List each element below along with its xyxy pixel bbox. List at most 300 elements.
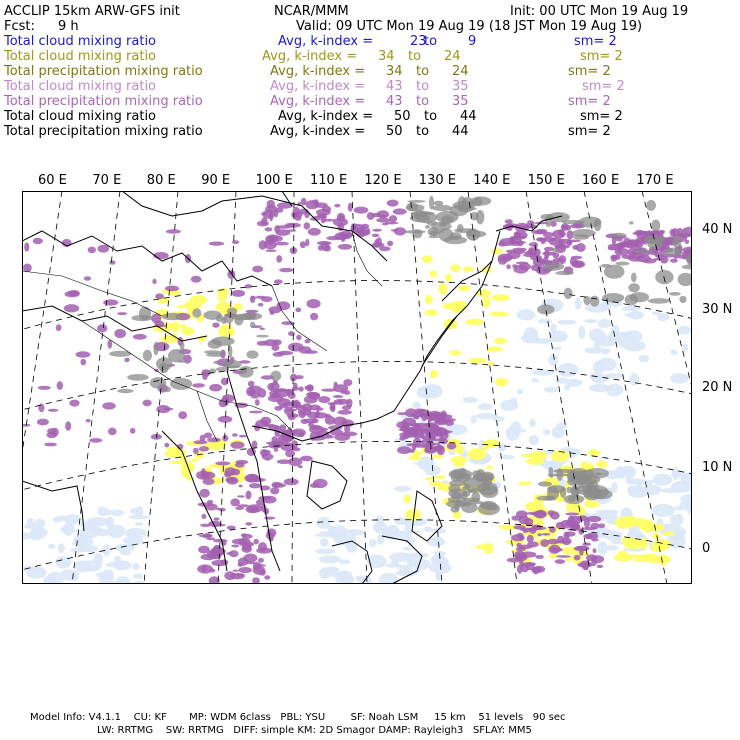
field-blob [320,538,329,547]
field-blob [206,537,215,540]
field-blob [335,576,354,584]
field-blob [305,385,314,390]
field-blob [482,441,488,451]
field-blob [159,363,168,374]
longitude-label: 100 E [255,173,293,188]
field-blob [524,518,534,525]
field-blob [341,432,357,437]
field-blob [495,378,508,387]
field-blob [478,403,493,410]
field-blob [655,270,673,284]
field-blob [237,495,245,497]
field-blob [583,494,602,498]
field-blob [164,443,169,448]
longitude-label: 170 E [636,173,674,188]
field-k-to-word: to [416,124,430,139]
field-blob [212,337,235,346]
field-blob [560,488,566,498]
field-blob [471,212,479,221]
field-blob [127,374,149,381]
field-blob [430,424,440,429]
field-blob [281,321,295,325]
field-blob [499,238,515,246]
field-blob [682,230,687,233]
field-blob [291,405,305,408]
field-blob [97,324,107,332]
field-blob [240,312,263,320]
field-blob [265,249,276,252]
field-blob [556,555,571,558]
field-blob [130,428,136,434]
field-blob [236,573,245,577]
field-blob [192,383,205,387]
field-blob [512,248,526,252]
field-blob [651,220,660,232]
field-name: Total precipitation mixing ratio [4,124,203,139]
field-blob [571,260,585,268]
field-blob [675,514,684,526]
field-blob [631,273,637,283]
field-blob [230,441,244,448]
field-blob [202,371,208,380]
field-blob [505,428,526,433]
field-blob [324,245,331,252]
field-blob [316,407,324,410]
field-blob [313,479,328,488]
field-k-from: 23 [410,34,427,49]
field-blob [619,241,626,248]
field-name: Total cloud mixing ratio [4,49,157,64]
field-blob [678,528,687,534]
field-blob [555,559,565,564]
field-blob [150,377,167,389]
field-blob [139,307,151,321]
field-blob [544,387,558,393]
field-blob [374,239,379,248]
field-k-from: 34 [378,49,395,64]
field-blob [235,507,244,510]
field-blob [264,575,270,579]
field-blob [639,355,650,362]
field-blob [306,392,320,398]
field-blob [411,211,434,215]
field-blob [219,508,226,512]
field-blob [242,534,253,539]
field-blob [562,220,585,224]
field-blob [406,204,425,211]
field-blob [143,350,152,361]
field-blob [540,539,549,547]
field-blob [528,249,534,253]
field-avg-label: Avg, k-index = [270,64,366,79]
field-blob [564,288,573,299]
field-blob [632,232,640,235]
field-blob [625,243,640,248]
field-blob [330,429,343,436]
field-blob [30,527,48,538]
field-blob [76,351,91,357]
field-blob [532,369,554,375]
field-blob [591,555,604,563]
field-blob [338,410,352,415]
field-blob [651,504,674,517]
field-blob [447,442,456,449]
field-blob [376,218,390,223]
field-blob [108,428,117,436]
field-blob [265,227,273,231]
field-blob [672,467,679,481]
field-blob [549,553,559,558]
field-blob [202,514,207,519]
field-k-to: 24 [452,64,469,79]
field-blob [449,350,461,355]
field-blob [271,382,280,390]
field-blob [298,465,303,468]
field-blob [191,276,202,283]
field-blob [58,543,65,553]
field-k-to-word: to [416,94,430,109]
field-blob [155,293,164,299]
field-blob [550,511,560,519]
field-blob [604,265,625,279]
field-blob [507,251,521,259]
field-blob [549,237,564,246]
field-smoothing: sm= 2 [568,64,611,79]
forecast-hour: 9 h [58,19,79,34]
field-blob [117,312,127,315]
field-blob [464,484,470,490]
field-blob [513,265,528,274]
field-blob [548,354,558,366]
field-blob [346,399,352,407]
field-blob [542,533,551,536]
field-blob [394,486,411,492]
field-blob [204,311,222,320]
field-blob [132,563,140,570]
field-blob [258,558,264,563]
field-blob [570,486,580,496]
field-blob [256,548,272,554]
field-blob [193,448,199,454]
field-blob [318,245,323,251]
field-blob [651,548,666,552]
field-blob [246,350,258,358]
field-blob [431,222,452,231]
field-blob [24,242,29,251]
field-blob [550,323,557,333]
field-blob [220,324,233,331]
field-blob [434,475,445,479]
field-k-to: 35 [452,94,469,109]
field-blob [523,253,536,257]
longitude-label: 90 E [201,173,231,188]
field-blob [339,560,350,565]
field-blob [372,234,379,238]
field-blob [663,248,682,257]
field-blob [514,525,526,530]
field-blob [517,565,522,574]
field-blob [543,429,551,435]
field-blob [38,403,44,412]
field-blob [628,516,634,526]
field-blob [354,207,369,214]
field-blob [334,530,354,534]
field-blob [252,266,263,273]
field-blob [48,409,59,412]
field-blob [286,229,296,231]
field-smoothing: sm= 2 [574,34,617,49]
field-blob [308,228,321,236]
field-blob [590,296,600,307]
field-blob [542,263,564,271]
field-blob [357,226,370,235]
field-blob [567,230,574,239]
field-blob [633,250,654,253]
field-blob [523,530,527,533]
field-blob [299,386,304,391]
field-blob [574,555,581,561]
field-blob [597,565,603,568]
field-blob [480,502,492,508]
longitude-label: 60 E [38,173,67,188]
field-blob [279,268,293,272]
field-avg-label: Avg, k-index = [262,49,358,64]
field-blob [166,229,181,233]
field-avg-label: Avg, k-index = [270,124,366,139]
field-blob [232,240,239,244]
field-blob [569,516,581,525]
field-blob [516,543,521,547]
field-blob [622,306,635,311]
forecast-label: Fcst: [4,19,35,34]
field-blob [246,474,258,482]
latitude-label: 30 N [702,302,733,317]
field-blob [409,456,422,461]
field-blob [250,296,255,303]
forecast-map [22,191,692,584]
field-blob [255,399,260,406]
field-blob [598,541,608,554]
field-blob [440,432,448,440]
field-blob [199,489,209,498]
field-blob [550,548,563,553]
field-blob [209,242,225,246]
field-blob [516,241,527,244]
field-blob [531,378,538,382]
field-name: Total cloud mixing ratio [4,34,157,49]
field-blob [256,335,269,338]
field-blob [489,312,509,317]
field-blob [612,233,627,238]
field-blob [552,426,565,438]
field-blob [213,361,218,364]
field-blob [506,264,511,269]
field-blob [321,389,337,392]
field-k-from: 43 [386,94,403,109]
field-blob [515,554,526,560]
field-blob [422,255,433,263]
field-blob [213,539,228,543]
field-blob [295,308,301,313]
field-blob [252,577,260,584]
field-blob [243,554,257,563]
field-blob [316,209,331,216]
field-blob [170,378,192,390]
field-blob [602,531,623,541]
field-blob [69,400,79,407]
field-blob [438,283,448,294]
field-blob [304,211,309,218]
field-blob [369,539,377,547]
field-blob [330,403,336,412]
field-blob [560,231,564,238]
field-blob [300,456,313,462]
field-blob [457,207,477,211]
field-blob [669,292,681,296]
field-blob [238,567,252,573]
field-blob [156,405,170,413]
field-smoothing: sm= 2 [568,124,611,139]
field-blob [44,443,57,447]
field-blob [412,402,421,409]
field-blob [123,536,144,544]
field-blob [404,520,411,533]
field-blob [317,517,331,529]
field-blob [387,241,393,247]
field-blob [98,245,110,253]
field-blob [568,240,581,243]
latitude-label: 40 N [702,222,733,237]
field-k-to: 35 [452,79,469,94]
field-blob [505,219,513,224]
field-blob [270,371,281,382]
field-k-to: 44 [460,109,477,124]
field-k-to-word: to [416,79,430,94]
field-blob [296,335,301,341]
field-blob [569,448,581,455]
field-blob [258,303,264,307]
field-blob [315,533,337,537]
field-blob [638,520,654,531]
field-blob [165,286,179,292]
field-blob [384,527,399,534]
field-blob [541,214,554,220]
field-blob [288,331,295,336]
field-blob [476,469,486,482]
field-name: Total cloud mixing ratio [4,79,157,94]
longitude-label: 160 E [582,173,620,188]
field-blob [79,521,100,528]
field-blob [608,247,618,251]
field-blob [500,400,518,411]
field-blob [33,238,43,244]
field-blob [245,522,252,526]
field-blob [317,241,332,245]
field-blob [429,436,433,440]
field-blob [57,381,63,390]
field-blob [590,523,600,529]
field-blob [561,223,569,231]
field-blob [623,330,643,342]
field-blob [535,555,544,559]
model-info-line1: Model Info: V4.1.1 CU: KF MP: WDM 6class PBL: YSU SF: Noah LSM 15 km 51 levels 90 sec [30,712,566,723]
field-blob [596,461,608,468]
field-blob [517,481,532,485]
field-k-to: 9 [468,34,477,49]
field-blob [222,360,242,368]
field-blob [213,517,219,520]
field-blob [89,438,102,443]
field-blob [209,384,222,392]
field-blob [86,419,91,423]
field-blob [620,466,636,478]
field-blob [81,359,87,366]
valid-time: Valid: 09 UTC Mon 19 Aug 19 (18 JST Mon 19 Aug 19) [296,19,643,34]
field-blob [262,454,274,460]
field-blob [524,327,538,341]
field-blob [468,319,483,325]
field-blob [275,207,283,212]
field-blob [394,227,406,235]
field-blob [227,477,239,485]
field-blob [641,485,661,496]
field-k-from: 50 [386,124,403,139]
field-blob [102,402,116,409]
field-blob [231,469,240,476]
field-blob [203,478,215,485]
field-k-to-word: to [416,64,430,79]
field-blob [402,569,410,576]
longitude-label: 130 E [418,173,456,188]
field-blob [103,299,118,305]
field-blob [56,324,62,331]
field-blob [88,247,96,254]
field-blob [110,509,124,516]
field-blob [236,460,248,464]
field-blob [293,382,298,389]
init-time: Init: 00 UTC Mon 19 Aug 19 [510,4,689,19]
field-blob [245,284,252,288]
field-blob [414,559,431,570]
field-blob [37,419,49,426]
field-blob [284,478,299,485]
field-blob [103,544,111,556]
field-blob [272,482,282,488]
field-blob [562,538,572,546]
field-blob [533,567,540,574]
field-blob [192,308,201,318]
field-blob [68,290,80,296]
field-blob [367,212,375,220]
field-blob [333,417,347,426]
field-blob [304,222,311,229]
field-blob [482,296,490,308]
field-blob [47,428,56,434]
field-blob [292,448,300,452]
field-blob [393,208,407,214]
longitude-label: 150 E [527,173,565,188]
field-blob [250,391,260,399]
field-blob [648,553,657,559]
field-blob [199,534,213,537]
field-avg-label: Avg, k-index = [270,79,366,94]
field-blob [48,544,55,549]
field-blob [679,296,686,303]
field-blob [547,539,559,545]
field-blob [611,482,617,493]
field-blob [322,567,340,572]
field-blob [435,569,441,582]
